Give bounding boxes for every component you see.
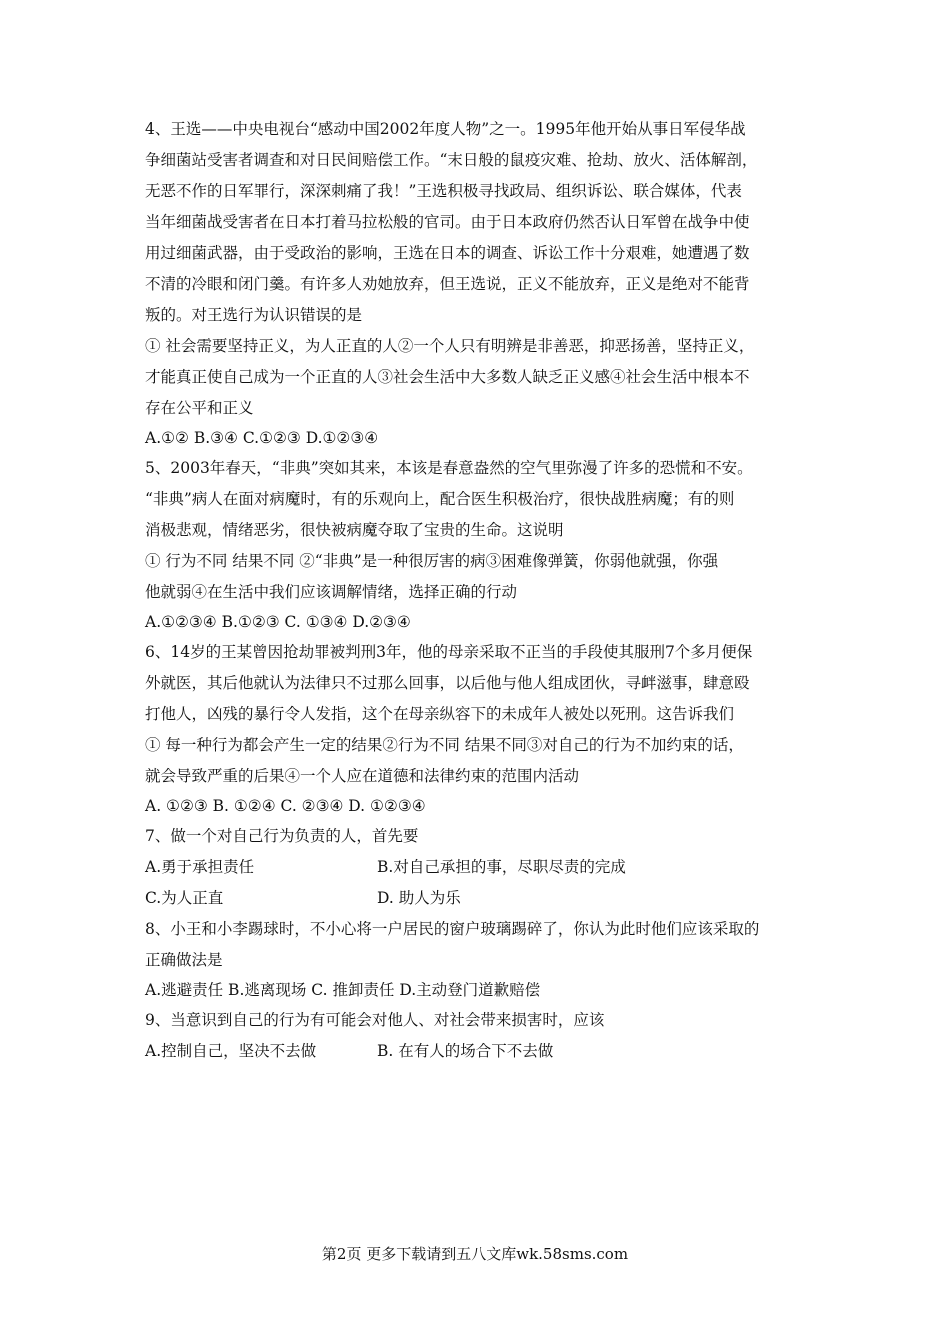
- question-5-line-1: 5、2003年春天，“非典”突如其来，本该是春意盎然的空气里弥漫了许多的恐慌和不安。: [145, 459, 753, 477]
- question-5-line-3: 消极悲观，情绪恶劣，很快被病魔夺取了宝贵的生命。这说明: [145, 521, 564, 539]
- question-5-line-2: “非典”病人在面对病魔时，有的乐观向上，配合医生积极治疗，很快战胜病魔；有的则: [145, 490, 735, 508]
- question-7-stem: 7、做一个对自己行为负责的人，首先要: [145, 827, 419, 845]
- question-4-line-2: 争细菌站受害者调查和对日民间赔偿工作。“末日般的鼠疫灾难、抢劫、放火、活体解剖，: [145, 151, 758, 169]
- question-4-line-7: 叛的。对王选行为认识错误的是: [145, 306, 363, 324]
- question-4-line-1: 4、王选——中央电视台“感动中国2002年度人物”之一。1995年他开始从事日军侵华战: [145, 120, 746, 138]
- question-list: [145, 114, 815, 1067]
- question-4-line-4: 当年细菌战受害者在日本打着马拉松般的官司。由于日本政府仍然否认日军曾在战争中使: [145, 213, 750, 231]
- question-4-line-3: 无恶不作的日军罪行，深深刺痛了我！”王选积极寻找政局、组织诉讼、联合媒体，代表: [145, 182, 742, 200]
- question-9-option-a: A.控制自己，坚决不去做: [145, 1042, 317, 1060]
- question-6-line-3: 打他人，凶残的暴行令人发指，这个在母亲纵容下的未成年人被处以死刑。这告诉我们: [145, 705, 735, 723]
- question-4: [145, 114, 815, 453]
- question-4-statements-1: ① 社会需要坚持正义，为人正直的人②一个人只有明辨是非善恶，抑恶扬善，坚持正义，: [145, 337, 755, 355]
- question-8-options: A.逃避责任 B.逃离现场 C. 推卸责任 D.主动登门道歉赔偿: [145, 981, 541, 999]
- question-7-option-b: B.对自己承担的事，尽职尽责的完成: [377, 858, 626, 876]
- question-6-statements-2: 就会导致严重的后果④一个人应在道德和法律约束的范围内活动: [145, 767, 580, 785]
- question-7-options-row-1: [145, 852, 815, 883]
- question-5-statements-1: ① 行为不同 结果不同 ②“非典”是一种很厉害的病③困难像弹簧，你弱他就强，你强: [145, 552, 719, 570]
- question-6-line-1: 6、14岁的王某曾因抢劫罪被判刑3年，他的母亲采取不正当的手段使其服刑7个多月便保: [145, 643, 753, 661]
- question-9-stem: 9、当意识到自己的行为有可能会对他人、对社会带来损害时，应该: [145, 1011, 605, 1029]
- question-8-line-2: 正确做法是: [145, 951, 223, 969]
- question-4-statements-3: 存在公平和正义: [145, 399, 254, 417]
- question-4-line-5: 用过细菌武器，由于受政治的影响，王选在日本的调查、诉讼工作十分艰难，她遭遇了数: [145, 244, 750, 262]
- question-7-option-a: A.勇于承担责任: [145, 858, 255, 876]
- question-4-options: A.①② B.③④ C.①②③ D.①②③④: [145, 429, 379, 447]
- question-7: [145, 821, 815, 914]
- question-6-line-2: 外就医，其后他就认为法律只不过那么回事，以后他与他人组成团伙，寻衅滋事，肆意殴: [145, 674, 750, 692]
- question-6: [145, 637, 815, 821]
- question-8-line-1: 8、小王和小李踢球时，不小心将一户居民的窗户玻璃踢碎了，你认为此时他们应该采取的: [145, 920, 760, 938]
- question-5-options: A.①②③④ B.①②③ C. ①③④ D.②③④: [145, 613, 411, 631]
- question-7-options-row-2: [145, 883, 815, 914]
- question-9-option-b: B. 在有人的场合下不去做: [377, 1042, 554, 1060]
- page-footer: 第2页 更多下载请到五八文库wk.58sms.com: [321, 1245, 629, 1263]
- question-8: [145, 914, 815, 1005]
- question-7-option-c: C.为人正直: [145, 889, 224, 907]
- question-9: [145, 1005, 815, 1067]
- question-6-options: A. ①②③ B. ①②④ C. ②③④ D. ①②③④: [145, 797, 426, 815]
- question-4-line-6: 不清的冷眼和闭门羹。有许多人劝她放弃，但王选说，正义不能放弃，正义是绝对不能背: [145, 275, 750, 293]
- question-4-statements-2: 才能真正使自己成为一个正直的人③社会生活中大多数人缺乏正义感④社会生活中根本不: [145, 368, 750, 386]
- question-9-options-row-1: [145, 1036, 815, 1067]
- question-5-statements-2: 他就弱④在生活中我们应该调解情绪，选择正确的行动: [145, 583, 518, 601]
- question-5: [145, 453, 815, 637]
- question-6-statements-1: ① 每一种行为都会产生一定的结果②行为不同 结果不同③对自己的行为不加约束的话，: [145, 736, 744, 754]
- question-7-option-d: D. 助人为乐: [377, 889, 461, 907]
